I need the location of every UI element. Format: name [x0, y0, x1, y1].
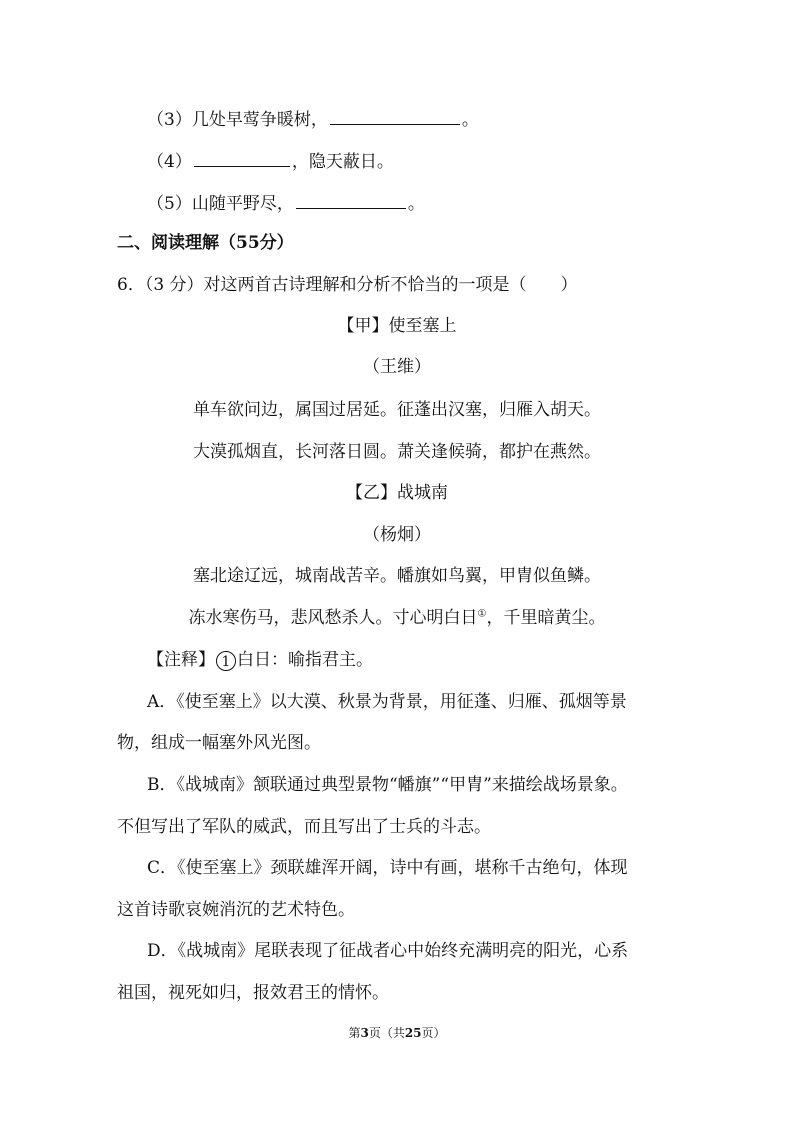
- poem-b-author: （杨炯）: [363, 525, 431, 545]
- fill-item-3: （3）几处早莺争暖树， 。: [147, 106, 479, 132]
- fill-item-5: （5）山随平野尽， 。: [147, 190, 425, 216]
- annotation: 【注释】 1 白日：喻指君主。: [147, 650, 373, 670]
- option-c[interactable]: C．《使至塞上》颈联雄浑开阔，诗中有画，堪称千古绝句，体现: [147, 858, 628, 878]
- poem-a-author: （王维）: [363, 357, 431, 377]
- option-b-continued: 不但写出了军队的威武，而且写出了士兵的斗志。: [117, 817, 491, 837]
- footnote-number: 1: [216, 651, 236, 671]
- answer-blank[interactable]: [296, 190, 406, 209]
- poem-b-line-2: 冻水寒伤马，悲风愁杀人。寸心明白日①，千里暗黄尘。: [188, 608, 606, 628]
- answer-blank[interactable]: [194, 148, 290, 167]
- option-d-continued: 祖国，视死如归，报效君王的情怀。: [117, 983, 389, 1003]
- page-footer: 第3页（共25页）: [348, 1026, 446, 1040]
- footnote-marker: ①: [477, 608, 487, 620]
- poem-a-line-2: 大漠孤烟直，长河落日圆。萧关逢候骑，都护在燕然。: [193, 442, 601, 462]
- option-c-continued: 这首诗歌哀婉消沉的艺术特色。: [117, 900, 355, 920]
- poem-a-title: 【甲】使至塞上: [337, 316, 457, 336]
- total-pages: 25: [404, 1026, 422, 1040]
- option-a-continued: 物，组成一幅塞外风光图。: [117, 733, 321, 753]
- fill-item-4: （4） ，隐天蔽日。: [147, 148, 394, 174]
- poem-b-line-1: 塞北途辽远，城南战苦辛。幡旗如鸟翼，甲胄似鱼鳞。: [193, 566, 601, 586]
- option-b[interactable]: B．《战城南》颔联通过典型景物“幡旗”“甲胄”来描绘战场景象。: [147, 775, 628, 795]
- answer-blank[interactable]: [330, 106, 460, 125]
- page-number: 3: [360, 1026, 369, 1040]
- option-d[interactable]: D．《战城南》尾联表现了征战者心中始终充满明亮的阳光，心系: [147, 941, 629, 961]
- poem-a-line-1: 单车欲问边，属国过居延。征蓬出汉塞，归雁入胡天。: [193, 400, 601, 420]
- option-a[interactable]: A．《使至塞上》以大漠、秋景为背景，用征蓬、归雁、孤烟等景: [147, 692, 627, 712]
- section-heading: 二、阅读理解（55分）: [117, 233, 294, 253]
- poem-b-title: 【乙】战城南: [346, 483, 448, 503]
- question-stem: 6．（3 分）对这两首古诗理解和分析不恰当的一项是（ ）: [117, 275, 578, 295]
